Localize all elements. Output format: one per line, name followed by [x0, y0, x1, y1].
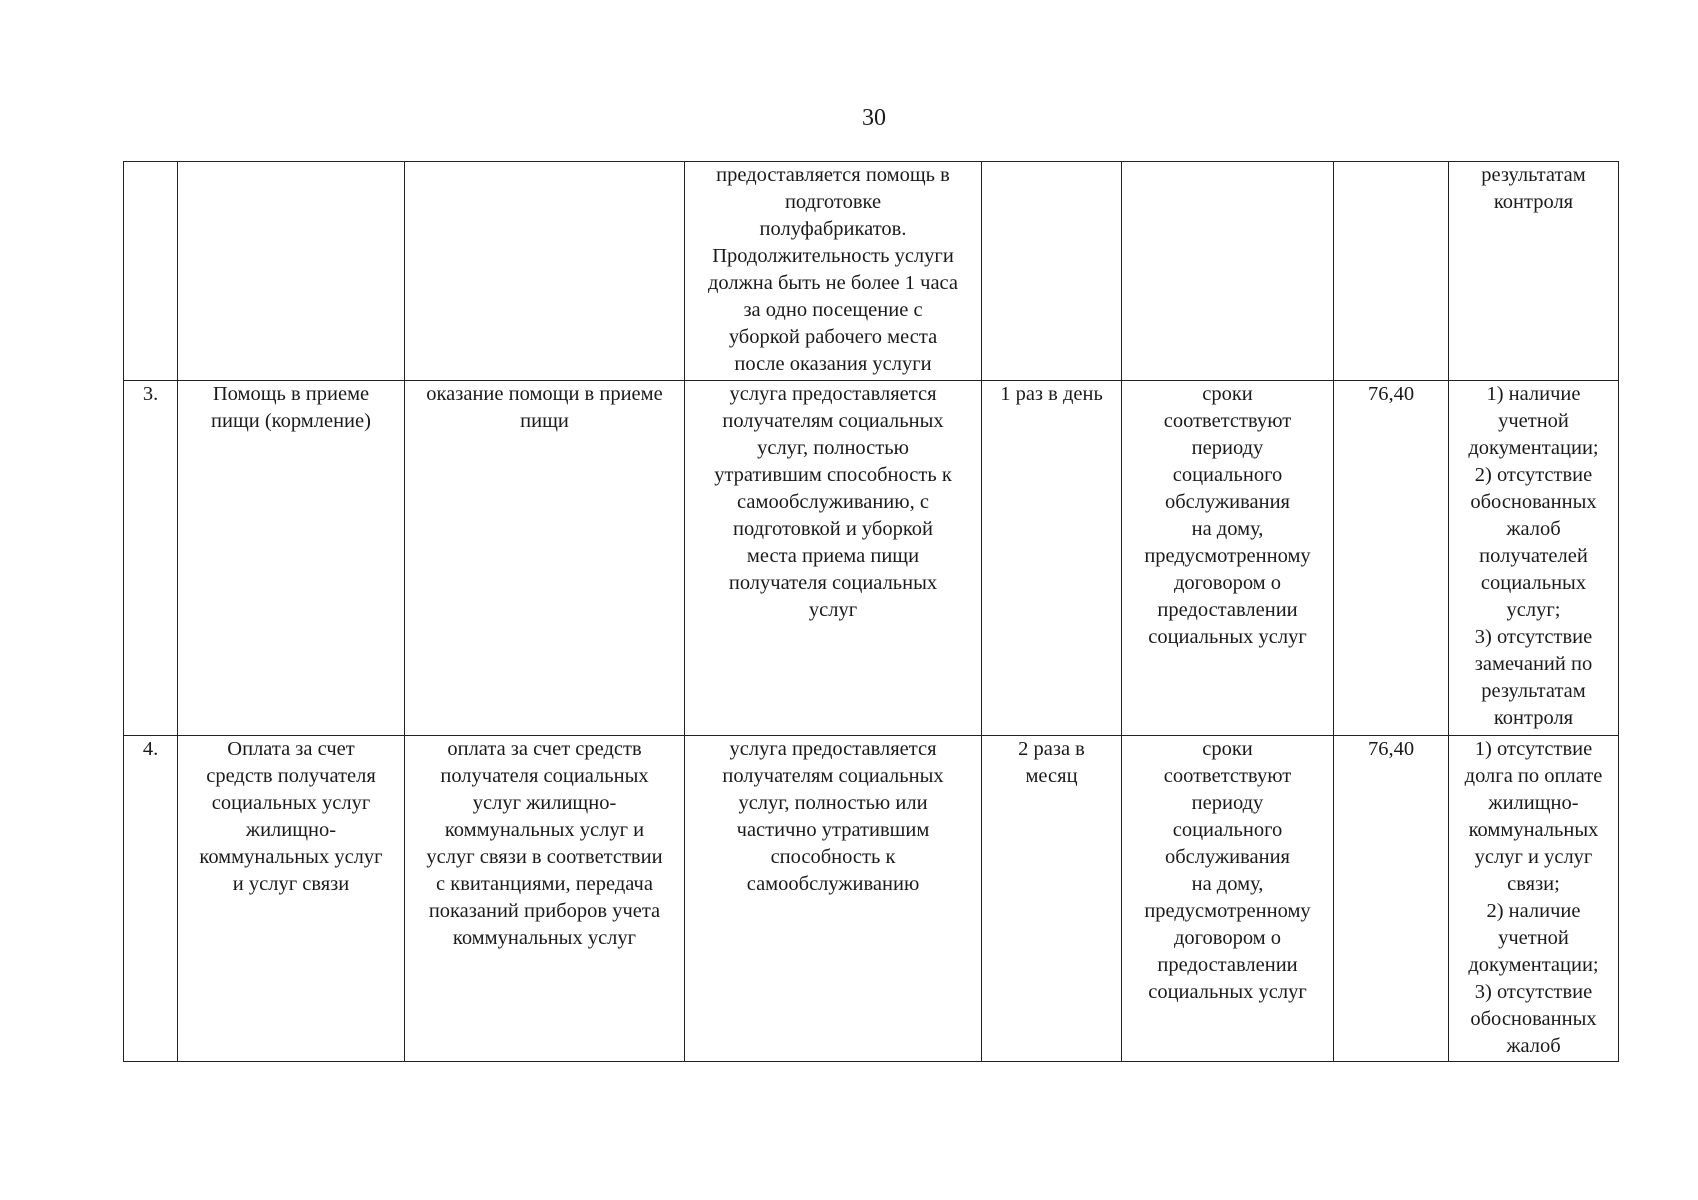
cell-tariff: 76,40 — [1334, 736, 1449, 1062]
cell-frequency: 2 раза в месяц — [982, 736, 1122, 1062]
cell-number: 4. — [124, 736, 178, 1062]
cell-terms: сроки соответствуют периоду социального обслуживания на дому, предусмотренному договором о предоставлении социальных услуг — [1122, 381, 1334, 736]
cell-frequency: 1 раз в день — [982, 381, 1122, 736]
cell-service-content: оплата за счет средств получателя социальных услуг жилищно- коммунальных услуг и услуг связи в соответствии с квитанциями, передача показаний приборов учета коммунальных услуг — [405, 736, 685, 1062]
cell-terms: сроки соответствуют периоду социального обслуживания на дому, предусмотренному договором о предоставлении социальных услуг — [1122, 736, 1334, 1062]
cell-terms — [1122, 162, 1334, 381]
cell-service-content: оказание помощи в приеме пищи — [405, 381, 685, 736]
cell-service-name: Оплата за счет средств получателя социальных услуг жилищно- коммунальных услуг и услуг связи — [178, 736, 405, 1062]
cell-evaluation: результатам контроля — [1449, 162, 1619, 381]
cell-evaluation: 1) отсутствие долга по оплате жилищно- коммунальных услуг и услуг связи; 2) наличие учетной документации; 3) отсутствие обоснованных жалоб — [1449, 736, 1619, 1062]
cell-service-conditions: услуга предоставляется получателям социальных услуг, полностью утратившим способность к самообслуживанию, с подготовкой и уборкой места приема пищи получателя социальных услуг — [685, 381, 982, 736]
cell-number: 3. — [124, 381, 178, 736]
table-row — [124, 381, 1619, 736]
page-number: 30 — [862, 105, 886, 131]
cell-service-content — [405, 162, 685, 381]
cell-service-name — [178, 162, 405, 381]
cell-tariff: 76,40 — [1334, 381, 1449, 736]
table-row — [124, 162, 1619, 381]
cell-service-conditions: предоставляется помощь в подготовке полуфабрикатов. Продолжительность услуги должна быть не более 1 часа за одно посещение с уборкой рабочего места после оказания услуги — [685, 162, 982, 381]
social-services-table — [123, 161, 1619, 1062]
cell-evaluation: 1) наличие учетной документации; 2) отсутствие обоснованных жалоб получателей социальных услуг; 3) отсутствие замечаний по результатам контроля — [1449, 381, 1619, 736]
cell-frequency — [982, 162, 1122, 381]
cell-number — [124, 162, 178, 381]
cell-service-conditions: услуга предоставляется получателям социальных услуг, полностью или частично утратившим способность к самообслуживанию — [685, 736, 982, 1062]
cell-service-name: Помощь в приеме пищи (кормление) — [178, 381, 405, 736]
table-row — [124, 736, 1619, 1062]
cell-tariff — [1334, 162, 1449, 381]
